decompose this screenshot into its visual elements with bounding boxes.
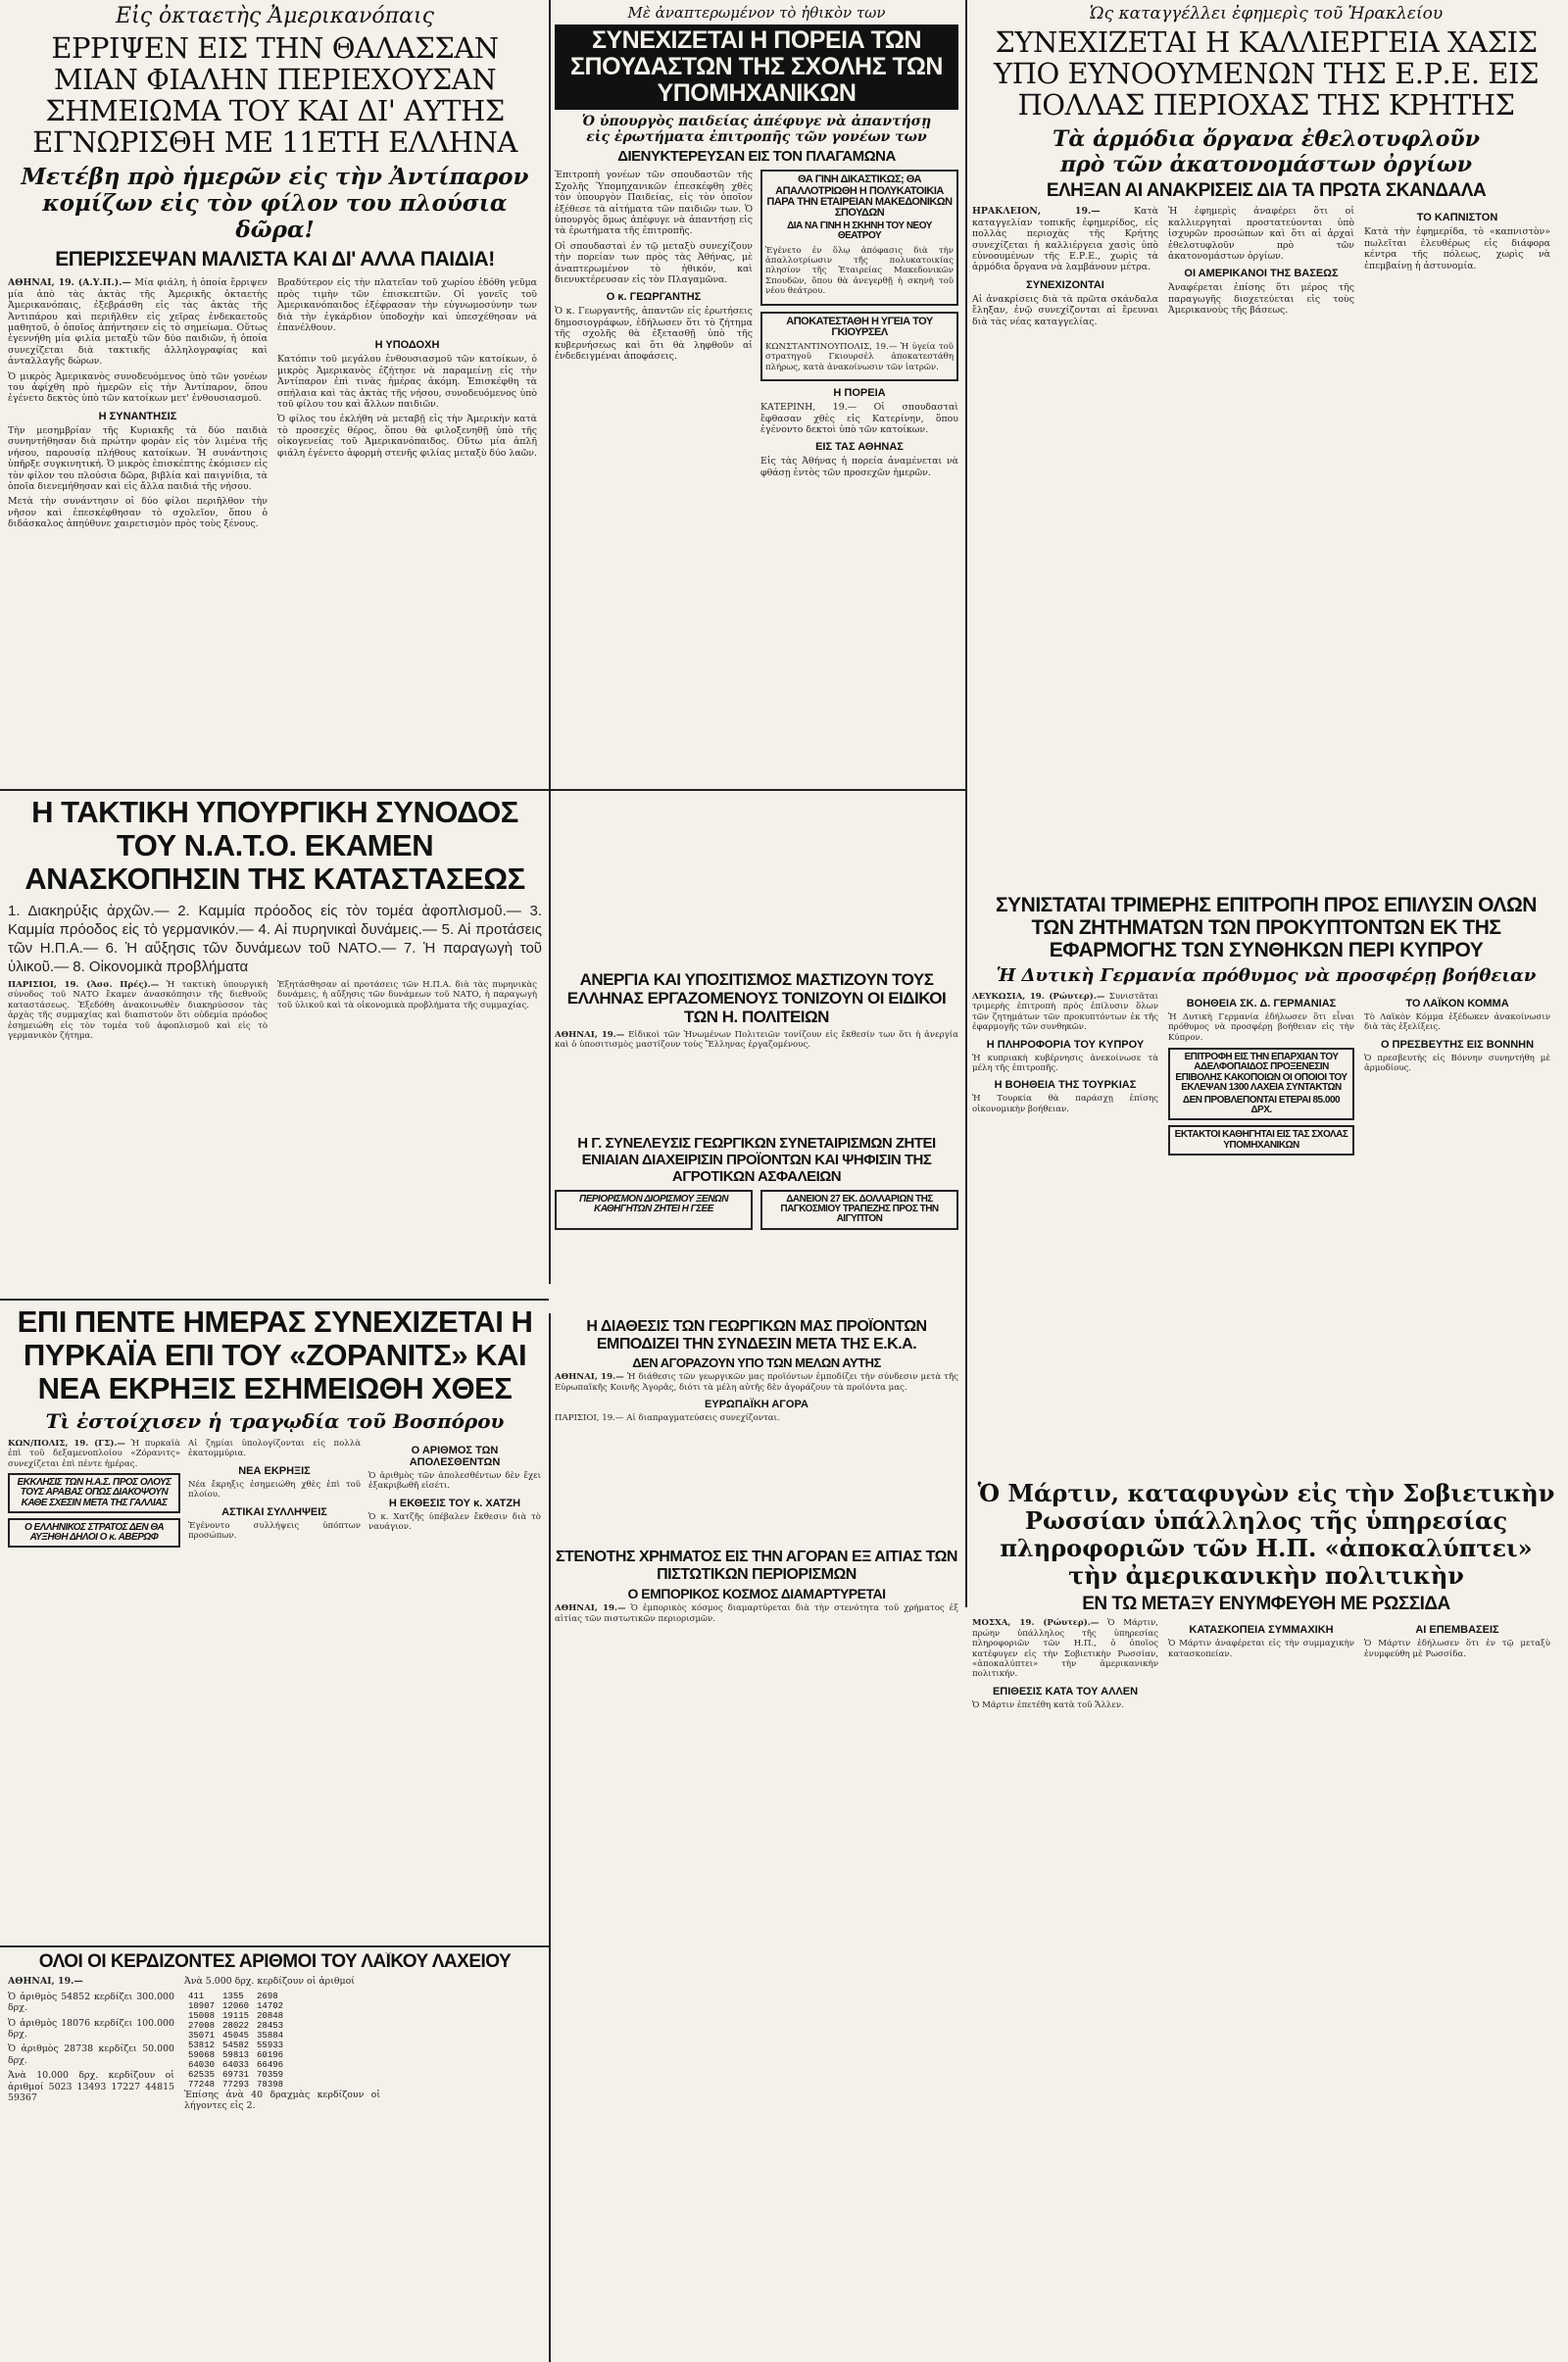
lottery-number: 35071 <box>188 2030 216 2041</box>
article-antiparos: Εἰς ὀκταετὴς Ἀμερικανόπαις ΕΡΡΙΨΕΝ ΕΙΣ ΤΗΝ ΘΑΛΑΣΣΑΝ ΜΙΑΝ ΦΙΑΛΗΝ ΠΕΡΙΕΧΟΥΣΑΝ ΣΗΜΕΙΩΜΑ ΤΟΥ ΚΑΙ ΔΙ' ΑΥΤΗΣ ΕΓΝΩΡΙΣΘΗ ΜΕ 11ΕΤΗ ΕΛΛΗΝΑ Μετέβη πρὸ ἡμερῶν εἰς τὴν Ἀντίπαρον κομίζων εἰς τὸν φίλον του πλούσια δῶρα! ΕΠΕΡΙΣΣΕΨΑΝ ΜΑΛΙΣΤΑ ΚΑΙ ΔΙ' ΑΛΛΑ ΠΑΙΔΙΑ! ΑΘΗΝΑΙ, 19. (Α.Υ.Π.).— Μία φιάλη, ἡ ὁποία ἔρριψεν μία ἀπὸ τὰς ἀκτὰς τῆς Ἀμερικῆς ὀκταετὴς Ἀμερικανόπαις, ἐξεβράσθη εἰς τὰς ἀκτὰς τῆς Ἀντιπάρου καὶ περιῆλθεν εἰς χεῖρας ἑνδεκαετοῦς μαθητοῦ, ὁ ὁποῖος ἀπήντησεν εἰς τὸ σημείωμα. Οὕτως ἐγεννήθη μία φιλία μεταξὺ τῶν δύο παιδιῶν, ἡ ὁποία συνεχίζεται διὰ τακτικῆς ἀλληλογραφίας καὶ ἀνταλλαγῆς δώρων. Ὁ μικρὸς Ἀμερικανὸς συνοδευόμενος ὑπὸ τῶν γονέων του ἀφίχθη πρὸ ἡμερῶν εἰς τὴν Ἀντίπαρον, ὅπου ἐγένετο δεκτὸς ὑπὸ τῶν κατοίκων μετ' ἐνθουσιασμοῦ. Η ΣΥΝΑΝΤΗΣΙΣ Τὴν μεσημβρίαν τῆς Κυριακῆς τὰ δύο παιδιὰ συνηντήθησαν διὰ πρώτην φορὰν εἰς τὸν λιμένα τῆς νήσου, παρουσίᾳ πλήθους κατοίκων. Ἡ συνάντησις ὑπῆρξε συγκινητική. Ὁ μικρὸς ἐπισκέπτης ἐκόμισεν εἰς τὸν φίλον του πλούσια δῶρα, βιβλία καὶ παιγνίδια, τὰ ὁποῖα διενεμήθησαν καὶ εἰς ἄλλα παιδιά τῆς νήσου. Μετὰ τὴν συνάντησιν οἱ δύο φίλοι περιῆλθον τὴν νῆσον καὶ ἐπεσκέφθησαν τὸ σχολεῖον, ὅπου ὁ διδάσκαλος ἀπηύθυνε χαιρετισμὸν πρὸς τοὺς ξένους. Βραδύτερον εἰς τὴν πλατεῖαν τοῦ χωρίου ἐδόθη γεῦμα πρὸς τιμὴν τῶν ἐπισκεπτῶν. Οἱ γονεῖς τοῦ Ἀμερικανόπαιδος ἐξέφρασαν τὴν εὐγνωμοσύνην των διὰ τὴν ἐγκάρδιον ὑποδοχὴν καὶ ὑπεσχέθησαν νὰ ἐπανέλθουν. Η ΥΠΟΔΟΧΗ Κατόπιν τοῦ μεγάλου ἐνθουσιασμοῦ τῶν κατοίκων, ὁ μικρὸς Ἀμερικανὸς ἐζήτησε νὰ παραμείνῃ εἰς τὴν Ἀντίπαρον ἐπὶ τινὰς ἡμέρας ἀκόμη. Ἐπισκέφθη τὰ σπήλαια καὶ τὰς ἀκτὰς τῆς νήσου, συνοδευόμενος ὑπὸ τοῦ φίλου του καὶ ἄλλων παιδιῶν. Ὁ φίλος του ἐκλήθη νὰ μεταβῇ εἰς τὴν Ἀμερικὴν κατὰ τὸ προσεχὲς θέρος, ὅπου θὰ φιλοξενηθῇ ὑπὸ τῆς οἰκογενείας τοῦ Ἀμερικανόπαιδος. Οὕτω μία ἁπλῆ φιάλη ἐγένετο ἀφορμὴ στενῆς φιλίας μεταξὺ δύο λαῶν. <box>8 4 542 783</box>
lottery-number: 64030 <box>188 2059 216 2070</box>
boxed-note: Ο ΕΛΛΗΝΙΚΟΣ ΣΤΡΑΤΟΣ ΔΕΝ ΘΑ ΑΥΞΗΘΗ ΔΗΛΟΙ Ο κ. ΑΒΕΡΩΦ <box>8 1518 180 1548</box>
article-nato: Η ΤΑΚΤΙΚΗ ΥΠΟΥΡΓΙΚΗ ΣΥΝΟΔΟΣ ΤΟΥ Ν.Α.Τ.Ο. ΕΚΑΜΕΝ ΑΝΑΣΚΟΠΗΣΙΝ ΤΗΣ ΚΑΤΑΣΤΑΣΕΩΣ 1. Διακηρύξις ἀρχῶν.— 2. Καμμία πρόοδος εἰς τὸν τομέα ἀφοπλισμοῦ.— 3. Καμμία πρόοδος εἰς τὸ γερμανικόν.— 4. Αἱ πυρηνικαὶ δυνάμεις.— 5. Αἱ προτάσεις τῶν Η.Π.Α.— 6. Ἡ αὔξησις τῶν δυνάμεων τοῦ ΝΑΤΟ.— 7. Ἡ παραγωγὴ τοῦ ὑλικοῦ.— 8. Οἰκονομικὰ προβλήματα ΠΑΡΙΣΙΟΙ, 19. (Ἀσσ. Πρές).— Ἡ τακτικὴ ὑπουργικὴ σύνοδος τοῦ ΝΑΤΟ ἔκαμεν ἀνασκόπησιν τῆς διεθνοῦς καταστάσεως. Ἐξεδόθη ἀνακοινωθὲν διακηρύσσον τὰς ἀρχὰς τῆς συμμαχίας καὶ διαπιστοῦν ὅτι οὐδεμία πρόοδος ἐσημειώθη εἰς τὸν τομέα τοῦ ἀφοπλισμοῦ καὶ εἰς τὸ γερμανικὸν ζήτημα. Ἐξητάσθησαν αἱ προτάσεις τῶν Η.Π.Α. διὰ τὰς πυρηνικὰς δυνάμεις, ἡ αὔξησις τῶν δυνάμεων τοῦ ΝΑΤΟ, ἡ παραγωγὴ τοῦ ὑλικοῦ καὶ τὰ οἰκονομικὰ προβλήματα τῆς συμμαχίας. <box>8 796 542 1042</box>
subheadline: ΕΠΕΡΙΣΣΕΨΑΝ ΜΑΛΙΣΤΑ ΚΑΙ ΔΙ' ΑΛΛΑ ΠΑΙΔΙΑ! <box>55 248 495 271</box>
headline: ΕΠΙ ΠΕΝΤΕ ΗΜΕΡΑΣ ΣΥΝΕΧΙΖΕΤΑΙ Η ΠΥΡΚΑΪΑ ΕΠΙ ΤΟΥ «ΖΟΡΑΝΙΤΣ» ΚΑΙ ΝΕΑ ΕΚΡΗΞΙΣ ΕΣΗΜΕΙΩΘΗ ΧΘΕΣ <box>17 1305 533 1405</box>
column-rule <box>549 0 551 1284</box>
section-heading: Η ΥΠΟΔΟΧΗ <box>374 339 440 352</box>
lottery-row <box>184 2001 287 2011</box>
section-heading: Η ΕΚΘΕΣΙΣ ΤΟΥ κ. ΧΑΤΖΗ <box>388 1497 521 1509</box>
section-heading: ΤΟ ΛΑΪΚΟΝ ΚΟΜΜΑ <box>1405 998 1509 1009</box>
section-rule <box>0 1945 549 1947</box>
lottery-row <box>184 2060 287 2070</box>
section-heading: ΕΠΙΘΕΣΙΣ ΚΑΤΑ ΤΟΥ ΑΛΛΕΝ <box>992 1685 1139 1698</box>
lottery-row <box>184 2021 287 2031</box>
lottery-number: 10907 <box>188 2000 216 2011</box>
section-heading: Η ΒΟΗΘΕΙΑ ΤΗΣ ΤΟΥΡΚΙΑΣ <box>994 1079 1137 1092</box>
boxed-note: ΕΚΤΑΚΤΟΙ ΚΑΘΗΓΗΤΑΙ ΕΙΣ ΤΑΣ ΣΧΟΛΑΣ ΥΠΟΜΗΧΑΝΙΚΩΝ <box>1168 1125 1354 1155</box>
section-heading: Η ΣΥΝΑΝΤΗΣΙΣ <box>98 410 177 422</box>
boxed-note: ΠΕΡΙΟΡΙΣΜΟΝ ΔΙΟΡΙΣΜΟΥ ΞΕΝΩΝ ΚΑΘΗΓΗΤΩΝ ΖΗΤΕΙ Η ΓΣΕΕ <box>555 1190 753 1230</box>
section-heading: ΤΟ ΚΑΠΝΙΣΤΟΝ <box>1416 212 1498 224</box>
section-heading: ΝΕΑ ΕΚΡΗΞΙΣ <box>238 1464 311 1477</box>
lottery-row <box>184 2011 287 2021</box>
section-heading: ΣΥΝΕΧΙΖΟΝΤΑΙ <box>1026 278 1104 291</box>
subheadline: πρὸ τῶν ἀκατονομάστων ὀργίων <box>1059 152 1473 177</box>
lottery-row <box>184 2050 287 2060</box>
section-heading: ΕΙΣ ΤΑΣ ΑΘΗΝΑΣ <box>815 441 904 454</box>
headline: Η Γ. ΣΥΝΕΛΕΥΣΙΣ ΓΕΩΡΓΙΚΩΝ ΣΥΝΕΤΑΙΡΙΣΜΩΝ ΖΗΤΕΙ ΕΝΙΑΙΑΝ ΔΙΑΧΕΙΡΙΣΙΝ ΠΡΟΪΟΝΤΩΝ ΚΑΙ ΨΗΦΙΣΙΝ ΤΗΣ ΑΓΡΟΤΙΚΩΝ ΑΣΦΑΛΕΙΩΝ <box>577 1135 936 1185</box>
lottery-number: 12060 <box>222 2000 250 2011</box>
lottery-row <box>184 2031 287 2041</box>
lottery-line: Ὁ ἀριθμὸς 54852 κερδίζει 300.000 δρχ. <box>8 1991 174 2014</box>
article-text: ΑΘΗΝΑΙ, 19. (Α.Υ.Π.).— Μία φιάλη, ἡ ὁποία ἔρριψεν μία ἀπὸ τὰς ἀκτὰς τῆς Ἀμερικῆς ὀκταετὴς Ἀμερικανόπαις, ἐξεβράσθη εἰς τὰς ἀκτὰς τῆς Ἀντιπάρου καὶ περιῆλθεν εἰς χεῖρας ἑνδεκαετοῦς μαθητοῦ, ὁ ὁποῖος ἀπήντησεν εἰς τὸ σημείωμα. Οὕτως ἐγεννήθη μία φιλία μεταξὺ τῶν δύο παιδιῶν, ἡ ὁποία συνεχίζεται διὰ τακτικῆς ἀλληλογραφίας καὶ ἀνταλλαγῆς δώρων. <box>8 277 269 368</box>
headline: ΣΥΝΕΧΙΖΕΤΑΙ Η ΠΟΡΕΙΑ ΤΩΝ ΣΠΟΥΔΑΣΤΩΝ ΤΗΣ ΣΧΟΛΗΣ ΤΩΝ ΥΠΟΜΗΧΑΝΙΚΩΝ <box>555 25 958 110</box>
headline: Η ΤΑΚΤΙΚΗ ΥΠΟΥΡΓΙΚΗ ΣΥΝΟΔΟΣ ΤΟΥ Ν.Α.Τ.Ο. ΕΚΑΜΕΝ ΑΝΑΣΚΟΠΗΣΙΝ ΤΗΣ ΚΑΤΑΣΤΑΣΕΩΣ <box>24 796 525 896</box>
article-hashish: Ὡς καταγγέλλει ἐφημερὶς τοῦ Ἡρακλείου ΣΥΝΕΧΙΖΕΤΑΙ Η ΚΑΛΛΙΕΡΓΕΙΑ ΧΑΣΙΣ ΥΠΟ ΕΥΝΟΟΥΜΕΝΩΝ ΤΗΣ Ε.Ρ.Ε. ΕΙΣ ΠΟΛΛΑΣ ΠΕΡΙΟΧΑΣ ΤΗΣ ΚΡΗΤΗΣ Τὰ ἁρμόδια ὄργανα ἐθελοτυφλοῦν πρὸ τῶν ἀκατονομάστων ὀργίων ΕΛΗΞΑΝ ΑΙ ΑΝΑΚΡΙΣΕΙΣ ΔΙΑ ΤΑ ΠΡΩΤΑ ΣΚΑΝΔΑΛΑ ΗΡΑΚΛΕΙΟΝ, 19.— Κατὰ καταγγελίαν τοπικῆς ἐφημερίδος, εἰς πολλὰς περιοχὰς τῆς Κρήτης συνεχίζεται ἡ καλλιέργεια χασὶς ὑπὸ εὐνοουμένων τῆς Ε.Ρ.Ε., χωρὶς τὰ ἁρμόδια ὄργανα νὰ λαμβάνουν μέτρα. ΣΥΝΕΧΙΖΟΝΤΑΙ Αἱ ἀνακρίσεις διὰ τὰ πρῶτα σκάνδαλα ἔληξαν, ἐνῷ συνεχίζονται αἱ ἔρευναι διὰ τὰς νέας καταγγελίας. Ἡ ἐφημερὶς ἀναφέρει ὅτι οἱ καλλιεργηταὶ προστατεύονται ὑπὸ ἰσχυρῶν προσώπων καὶ ὅτι αἱ ἀρχαὶ ἐθελοτυφλοῦν πρὸ τῶν ἀκατονομάστων ὀργίων. ΟΙ ΑΜΕΡΙΚΑΝΟΙ ΤΗΣ ΒΑΣΕΩΣ Ἀναφέρεται ἐπίσης ὅτι μέρος τῆς παραγωγῆς διοχετεύεται εἰς τοὺς Ἀμερικανοὺς τῆς βάσεως. ΤΟ ΚΑΠΝΙΣΤΟΝ Κατὰ τὴν ἐφημερίδα, τὸ «καπνιστὸν» πωλεῖται ἐλευθέρως εἰς διάφορα κέντρα τῆς πόλεως, χωρὶς νὰ ἐπεμβαίνῃ ἡ ἀστυνομία. <box>972 4 1560 886</box>
lottery-line: Ὁ ἀριθμὸς 18076 κερδίζει 100.000 δρχ. <box>8 2017 174 2040</box>
lottery-number: 62535 <box>188 2069 216 2080</box>
dateline: ΛΕΥΚΩΣΙΑ, 19. (Ρώυτερ).— <box>972 992 1105 1002</box>
lottery-row <box>184 2080 287 2090</box>
lottery-number: 2698 <box>257 1991 278 2001</box>
article-lottery <box>8 1952 542 2354</box>
table-footer: Ἐπίσης ἀνὰ 40 δραχμὰς κερδίζουν οἱ λήγοντες εἰς 2. <box>184 2089 380 2112</box>
lottery-line: Ἀνὰ 10.000 δρχ. κερδίζουν οἱ ἀριθμοί 5023 13493 17227 44815 59367 <box>8 2070 174 2104</box>
section-heading: Η ΠΛΗΡΟΦΟΡΙΑ ΤΟΥ ΚΥΠΡΟΥ <box>986 1038 1145 1051</box>
lottery-number: 45045 <box>222 2030 250 2041</box>
lottery-number: 1355 <box>222 1991 244 2001</box>
subheadline: Ο ΕΜΠΟΡΙΚΟΣ ΚΟΣΜΟΣ ΔΙΑΜΑΡΤΥΡΕΤΑΙ <box>627 1586 886 1601</box>
boxed-note: ΕΚΚΛΗΣΙΣ ΤΩΝ Η.Α.Σ. ΠΡΟΣ ΟΛΟΥΣ ΤΟΥΣ ΑΡΑΒΑΣ ΟΠΩΣ ΔΙΑΚΟΨΟΥΝ ΚΑΘΕ ΣΧΕΣΙΝ ΜΕΤΑ ΤΗΣ ΓΑΛΛΙΑΣ <box>8 1473 180 1513</box>
headline: Η ΔΙΑΘΕΣΙΣ ΤΩΝ ΓΕΩΡΓΙΚΩΝ ΜΑΣ ΠΡΟΪΟΝΤΩΝ ΕΜΠΟΔΙΖΕΙ ΤΗΝ ΣΥΝΔΕΣΙΝ ΜΕΤΑ ΤΗΣ Ε.Κ.Α. <box>586 1318 927 1353</box>
section-heading: ΑΙ ΕΠΕΜΒΑΣΕΙΣ <box>1415 1624 1499 1637</box>
lottery-number: 60196 <box>257 2049 284 2060</box>
lottery-number: 59068 <box>188 2049 216 2060</box>
dateline: ΠΑΡΙΣΙΟΙ, 19. (Ἀσσ. Πρές).— <box>8 980 160 990</box>
section-heading: Η ΠΟΡΕΙΑ <box>833 387 886 400</box>
subheadline: ΔΙΕΝΥΚΤΕΡΕΥΣΑΝ ΕΙΣ ΤΟΝ ΠΛΑΓΑΜΩΝΑ <box>617 148 896 165</box>
article-zoranic: ΕΠΙ ΠΕΝΤΕ ΗΜΕΡΑΣ ΣΥΝΕΧΙΖΕΤΑΙ Η ΠΥΡΚΑΪΑ ΕΠΙ ΤΟΥ «ΖΟΡΑΝΙΤΣ» ΚΑΙ ΝΕΑ ΕΚΡΗΞΙΣ ΕΣΗΜΕΙΩΘΗ ΧΘΕΣ Τὶ ἐστοίχισεν ἡ τραγῳδία τοῦ Βοσπόρου ΚΩΝ/ΠΟΛΙΣ, 19. (ΓΣ).— Ἡ πυρκαϊὰ ἐπὶ τοῦ δεξαμενοπλοίου «Ζόρανιτς» συνεχίζεται ἐπὶ πέντε ἡμέρας. ΕΚΚΛΗΣΙΣ ΤΩΝ Η.Α.Σ. ΠΡΟΣ ΟΛΟΥΣ ΤΟΥΣ ΑΡΑΒΑΣ ΟΠΩΣ ΔΙΑΚΟΨΟΥΝ ΚΑΘΕ ΣΧΕΣΙΝ ΜΕΤΑ ΤΗΣ ΓΑΛΛΙΑΣ Ο ΕΛΛΗΝΙΚΟΣ ΣΤΡΑΤΟΣ ΔΕΝ ΘΑ ΑΥΞΗΘΗ ΔΗΛΟΙ Ο κ. ΑΒΕΡΩΦ Αἱ ζημίαι ὑπολογίζονται εἰς πολλὰ ἑκατομμύρια. ΝΕΑ ΕΚΡΗΞΙΣ Νέα ἔκρηξις ἐσημειώθη χθὲς ἐπὶ τοῦ πλοίου. ΑΣΤΙΚΑΙ ΣΥΛΛΗΨΕΙΣ Ἐγένοντο συλλήψεις ὑπόπτων προσώπων. Ο ΑΡΙΘΜΟΣ ΤΩΝ ΑΠΟΛΕΣΘΕΝΤΩΝ Ὁ ἀριθμὸς τῶν ἀπολεσθέντων δὲν ἔχει ἐξακριβωθῆ εἰσέτι. Η ΕΚΘΕΣΙΣ ΤΟΥ κ. ΧΑΤΖΗ Ὁ κ. Χατζῆς ὑπέβαλεν ἔκθεσιν διὰ τὸ ναυάγιον. <box>8 1305 542 1938</box>
section-heading: Ο ΠΡΕΣΒΕΥΤΗΣ ΕΙΣ ΒΟΝΝΗΝ <box>1380 1038 1535 1051</box>
lottery-number: 28453 <box>257 2020 284 2031</box>
lottery-number: 59813 <box>222 2049 250 2060</box>
lottery-row <box>184 1992 287 2001</box>
dateline: ΑΘΗΝΑΙ, 19.— <box>555 1372 624 1383</box>
article-cyprus: ΣΥΝΙΣΤΑΤΑΙ ΤΡΙΜΕΡΗΣ ΕΠΙΤΡΟΠΗ ΠΡΟΣ ΕΠΙΛΥΣΙΝ ΟΛΩΝ ΤΩΝ ΖΗΤΗΜΑΤΩΝ ΤΩΝ ΠΡΟΚΥΠΤΟΝΤΩΝ ΕΚ ΤΗΣ ΕΦΑΡΜΟΓΗΣ ΤΩΝ ΣΥΝΘΗΚΩΝ ΠΕΡΙ ΚΥΠΡΟΥ Ἡ Δυτικὴ Γερμανία πρόθυμος νὰ προσφέρῃ βοήθειαν ΛΕΥΚΩΣΙΑ, 19. (Ρώυτερ).— Συνιστᾶται τριμερὴς ἐπιτροπὴ πρὸς ἐπίλυσιν ὅλων τῶν ζητημάτων τῶν προκυπτόντων ἐκ τῆς ἐφαρμογῆς τῶν συνθηκῶν. Η ΠΛΗΡΟΦΟΡΙΑ ΤΟΥ ΚΥΠΡΟΥ Ἡ κυπριακὴ κυβέρνησις ἀνεκοίνωσε τὰ μέλη τῆς ἐπιτροπῆς. Η ΒΟΗΘΕΙΑ ΤΗΣ ΤΟΥΡΚΙΑΣ Ἡ Τουρκία θὰ παράσχῃ ἐπίσης οἰκονομικὴν βοήθειαν. ΒΟΗΘΕΙΑ ΣΚ. Δ. ΓΕΡΜΑΝΙΑΣ Ἡ Δυτικὴ Γερμανία ἐδήλωσεν ὅτι εἶναι πρόθυμος νὰ προσφέρῃ βοήθειαν εἰς τὴν Κύπρον. ΕΠΙΤΡΟΦΗ ΕΙΣ ΤΗΝ ΕΠΑΡΧΙΑΝ ΤΟΥ ΑΔΕΛΦΟΠΑΙΔΟΣ ΠΡΟΞΕΝΕΣΙΝ ΕΠΙΒΟΛΗΣ ΚΑΚΟΠΟΙΩΝ ΟΙ ΟΠΟΙΟΙ ΤΟΥ ΕΚΛΕΨΑΝ 1300 ΛΑΧΕΙΑ ΣΥΝΤΑΚΤΩΝ ΔΕΝ ΠΡΟΒΛΕΠΟΝΤΑΙ ΕΤΕΡΑΙ 85.000 ΔΡΧ. ΕΚΤΑΚΤΟΙ ΚΑΘΗΓΗΤΑΙ ΕΙΣ ΤΑΣ ΣΧΟΛΑΣ ΥΠΟΜΗΧΑΝΙΚΩΝ ΤΟ ΛΑΪΚΟΝ ΚΟΜΜΑ Τὸ Λαϊκὸν Κόμμα ἐξέδωκεν ἀνακοίνωσιν διὰ τὰς ἐξελίξεις. Ο ΠΡΕΣΒΕΥΤΗΣ ΕΙΣ ΒΟΝΝΗΝ Ὁ πρεσβευτὴς εἰς Βόννην συνηντήθη μὲ ἁρμοδίους. <box>972 894 1560 1472</box>
section-heading: ΒΟΗΘΕΙΑ ΣΚ. Δ. ΓΕΡΜΑΝΙΑΣ <box>1186 998 1337 1009</box>
boxed-note: ΔΑΝΕΙΟΝ 27 ΕΚ. ΔΟΛΛΑΡΙΩΝ ΤΗΣ ΠΑΓΚΟΣΜΙΟΥ ΤΡΑΠΕΖΗΣ ΠΡΟΣ ΤΗΝ ΑΙΓΥΠΤΟΝ <box>760 1190 958 1230</box>
lottery-row <box>184 2041 287 2050</box>
subheadline: Μετέβη πρὸ ἡμερῶν εἰς τὴν Ἀντίπαρον <box>21 164 529 190</box>
section-rule <box>0 1299 549 1301</box>
article-eec: Η ΔΙΑΘΕΣΙΣ ΤΩΝ ΓΕΩΡΓΙΚΩΝ ΜΑΣ ΠΡΟΪΟΝΤΩΝ ΕΜΠΟΔΙΖΕΙ ΤΗΝ ΣΥΝΔΕΣΙΝ ΜΕΤΑ ΤΗΣ Ε.Κ.Α. ΔΕΝ ΑΓΟΡΑΖΟΥΝ ΥΠΟ ΤΩΝ ΜΕΛΩΝ ΑΥΤΗΣ ΑΘΗΝΑΙ, 19.— Ἡ διάθεσις τῶν γεωργικῶν μας προϊόντων ἐμποδίζει τὴν σύνδεσιν μετὰ τῆς Εὐρωπαϊκῆς Κοινῆς Ἀγορᾶς, διότι τὰ μέλη αὐτῆς δὲν ἀγοράζουν τὰ προϊόντα μας. ΕΥΡΩΠΑΪΚΗ ΑΓΟΡΑ ΠΑΡΙΣΙΟΙ, 19.— Αἱ διαπραγματεύσεις συνεχίζονται. <box>555 1318 958 1424</box>
kicker: Μὲ ἀναπτερωμένον τὸ ἠθικὸν των <box>627 4 886 22</box>
article-ypomichanikoi: Μὲ ἀναπτερωμένον τὸ ἠθικὸν των ΣΥΝΕΧΙΖΕΤΑΙ Η ΠΟΡΕΙΑ ΤΩΝ ΣΠΟΥΔΑΣΤΩΝ ΤΗΣ ΣΧΟΛΗΣ ΤΩΝ ΥΠΟΜΗΧΑΝΙΚΩΝ Ὁ ὑπουργὸς παιδείας ἀπέφυγε νὰ ἀπαντήσῃ εἰς ἐρωτήματα ἐπιτροπῆς τῶν γονέων των ΔΙΕΝΥΚΤΕΡΕΥΣΑΝ ΕΙΣ ΤΟΝ ΠΛΑΓΑΜΩΝΑ Ἐπιτροπὴ γονέων τῶν σπουδαστῶν τῆς Σχολῆς Ὑπομηχανικῶν ἐπεσκέφθη χθὲς τὸν ὑπουργὸν Παιδείας, εἰς τὸν ὁποῖον ἐξέθεσε τὰ αἰτήματα τῶν παιδιῶν των. Ὁ ὑπουργὸς ὅμως ἀπέφυγε νὰ ἀπαντήσῃ εἰς τὰ ἐρωτήματα τῆς ἐπιτροπῆς. Οἱ σπουδασταὶ ἐν τῷ μεταξὺ συνεχίζουν τὴν πορείαν των πρὸς τὰς Ἀθήνας, μὲ ἀναπτερωμένον τὸ ἠθικόν, καὶ διενυκτέρευσαν εἰς τὸν Πλαγαμῶνα. Ο κ. ΓΕΩΡΓΑΝΤΗΣ Ὁ κ. Γεωργαντῆς, ἀπαντῶν εἰς ἐρωτήσεις δημοσιογράφων, ἐδήλωσεν ὅτι τὸ ζήτημα τῆς σχολῆς θὰ ἐξετασθῇ ὑπὸ τῆς κυβερνήσεως καὶ ὅτι θὰ ληφθοῦν αἱ ἐνδεδειγμέναι ἀποφάσεις. ΘΑ ΓΙΝΗ ΔΙΚΑΣΤΙΚΩΣ; ΘΑ ΑΠΑΛΛΟΤΡΙΩΘΗ Η ΠΟΛΥΚΑΤΟΙΚΙΑ ΠΑΡΑ ΤΗΝ ΕΤΑΙΡΕΙΑΝ ΜΑΚΕΔΟΝΙΚΩΝ ΣΠΟΥΔΩΝ ΔΙΑ ΝΑ ΓΙΝΗ Η ΣΚΗΝΗ ΤΟΥ ΝΕΟΥ ΘΕΑΤΡΟΥ Ἐγένετο ἐν ὅλῳ ἀπόφασις διὰ τὴν ἀπαλλοτρίωσιν τῆς πολυκατοικίας πλησίον τῆς Ἑταιρείας Μακεδονικῶν Σπουδῶν, ὅπου θὰ ἀνεγερθῇ ἡ σκηνὴ τοῦ νέου θεάτρου. ΑΠΟΚΑΤΕΣΤΑΘΗ Η ΥΓΕΙΑ ΤΟΥ ΓΚΙΟΥΡΣΕΛ ΚΩΝΣΤΑΝΤΙΝΟΥΠΟΛΙΣ, 19.— Ἡ ὑγεία τοῦ στρατηγοῦ Γκιουρσὲλ ἀποκατεστάθη πλήρως, κατὰ ἀνακοίνωσιν τῶν ἰατρῶν. Η ΠΟΡΕΙΑ ΚΑΤΕΡΙΝΗ, 19.— Οἱ σπουδασταὶ ἔφθασαν χθὲς εἰς Κατερίνην, ὅπου ἐγένοντο δεκτοὶ ὑπὸ τῶν κατοίκων. ΕΙΣ ΤΑΣ ΑΘΗΝΑΣ Εἰς τὰς Ἀθήνας ἡ πορεία ἀναμένεται νὰ φθάσῃ ἐντὸς τῶν προσεχῶν ἡμερῶν. <box>555 4 958 478</box>
lottery-number: 411 <box>188 1991 205 2001</box>
article-martin: Ὁ Μάρτιν, καταφυγὼν εἰς τὴν Σοβιετικὴν Ρωσσίαν ὑπάλληλος τῆς ὑπηρεσίας πληροφοριῶν τῶν Η.Π. «ἀποκαλύπτει» τὴν ἀμερικανικὴν πολιτικὴν ΕΝ ΤΩ ΜΕΤΑΞΥ ΕΝΥΜΦΕΥΘΗ ΜΕ ΡΩΣΣΙΔΑ ΜΟΣΧΑ, 19. (Ρώυτερ).— Ὁ Μάρτιν, πρώην ὑπάλληλος τῆς ὑπηρεσίας πληροφοριῶν τῶν Η.Π., ὁ ὁποῖος κατέφυγεν εἰς τὴν Σοβιετικὴν Ρωσσίαν, «ἀποκαλύπτει» τὴν ἀμερικανικὴν πολιτικήν. ΕΠΙΘΕΣΙΣ ΚΑΤΑ ΤΟΥ ΑΛΛΕΝ Ὁ Μάρτιν ἐπετέθη κατὰ τοῦ Ἄλλεν. ΚΑΤΑΣΚΟΠΕΙΑ ΣΥΜΜΑΧΙΚΗ Ὁ Μάρτιν ἀναφέρεται εἰς τὴν συμμαχικὴν κατασκοπείαν. ΑΙ ΕΠΕΜΒΑΣΕΙΣ Ὁ Μάρτιν ἐδήλωσεν ὅτι ἐν τῷ μεταξὺ ἐνυμφεύθη μὲ Ρωσσίδα. <box>972 1480 1560 2357</box>
lottery-number: 69731 <box>222 2069 250 2080</box>
lottery-line: Ὁ ἀριθμὸς 28738 κερδίζει 50.000 δρχ. <box>8 2043 174 2066</box>
column-rule <box>965 0 967 1607</box>
section-heading: ΑΣΤΙΚΑΙ ΣΥΛΛΗΨΕΙΣ <box>221 1505 327 1518</box>
lottery-number: 27008 <box>188 2020 216 2031</box>
lottery-number: 53812 <box>188 2040 216 2050</box>
subheadline: Ἡ Δυτικὴ Γερμανία πρόθυμος νὰ προσφέρῃ βοήθειαν <box>996 965 1537 986</box>
subheadline: ΕΛΗΞΑΝ ΑΙ ΑΝΑΚΡΙΣΕΙΣ ΔΙΑ ΤΑ ΠΡΩΤΑ ΣΚΑΝΔΑΛΑ <box>1046 180 1487 201</box>
kicker: Ὡς καταγγέλλει ἐφημερὶς τοῦ Ἡρακλείου <box>1089 4 1444 24</box>
lottery-number: 64033 <box>222 2059 250 2070</box>
boxed-note: ΕΠΙΤΡΟΦΗ ΕΙΣ ΤΗΝ ΕΠΑΡΧΙΑΝ ΤΟΥ ΑΔΕΛΦΟΠΑΙΔΟΣ ΠΡΟΞΕΝΕΣΙΝ ΕΠΙΒΟΛΗΣ ΚΑΚΟΠΟΙΩΝ ΟΙ ΟΠΟΙΟΙ ΤΟΥ ΕΚΛΕΨΑΝ 1300 ΛΑΧΕΙΑ ΣΥΝΤΑΚΤΩΝ ΔΕΝ ΠΡΟΒΛΕΠΟΝΤΑΙ ΕΤΕΡΑΙ 85.000 ΔΡΧ. <box>1168 1048 1354 1120</box>
headline: ΑΝΕΡΓΙΑ ΚΑΙ ΥΠΟΣΙΤΙΣΜΟΣ ΜΑΣΤΙΖΟΥΝ ΤΟΥΣ ΕΛΛΗΝΑΣ ΕΡΓΑΖΟΜΕΝΟΥΣ ΤΟΝΙΖΟΥΝ ΟΙ ΕΙΔΙΚΟΙ ΤΩΝ Η. ΠΟΛΙΤΕΙΩΝ <box>566 970 947 1026</box>
section-heading: ΚΑΤΑΣΚΟΠΕΙΑ ΣΥΜΜΑΧΙΚΗ <box>1189 1624 1334 1637</box>
subheadline: εἰς ἐρωτήματα ἐπιτροπῆς τῶν γονέων των <box>586 129 927 145</box>
lottery-number: 77248 <box>188 2079 216 2090</box>
dateline: ΗΡΑΚΛΕΙΟΝ, 19.— <box>972 206 1101 218</box>
article-unemployment: ΑΝΕΡΓΙΑ ΚΑΙ ΥΠΟΣΙΤΙΣΜΟΣ ΜΑΣΤΙΖΟΥΝ ΤΟΥΣ ΕΛΛΗΝΑΣ ΕΡΓΑΖΟΜΕΝΟΥΣ ΤΟΝΙΖΟΥΝ ΟΙ ΕΙΔΙΚΟΙ ΤΩΝ Η. ΠΟΛΙΤΕΙΩΝ ΑΘΗΝΑΙ, 19.— Εἰδικοὶ τῶν Ἡνωμένων Πολιτειῶν τονίζουν εἰς ἔκθεσίν των ὅτι ἡ ἀνεργία καὶ ὁ ὑποσιτισμὸς μαστίζουν τοὺς Ἕλληνας ἐργαζομένους. <box>555 970 958 1051</box>
dateline: ΑΘΗΝΑΙ, 19.— <box>555 1603 626 1614</box>
lottery-number: 14702 <box>257 2000 284 2011</box>
dateline: ΜΟΣΧΑ, 19. (Ρώυτερ).— <box>972 1618 1100 1629</box>
headline: ΣΥΝΙΣΤΑΤΑΙ ΤΡΙΜΕΡΗΣ ΕΠΙΤΡΟΠΗ ΠΡΟΣ ΕΠΙΛΥΣΙΝ ΟΛΩΝ ΤΩΝ ΖΗΤΗΜΑΤΩΝ ΤΩΝ ΠΡΟΚΥΠΤΟΝΤΩΝ ΕΚ ΤΗΣ ΕΦΑΡΜΟΓΗΣ ΤΩΝ ΣΥΝΘΗΚΩΝ ΠΕΡΙ ΚΥΠΡΟΥ <box>996 894 1537 961</box>
subheadline: ΕΝ ΤΩ ΜΕΤΑΞΥ ΕΝΥΜΦΕΥΘΗ ΜΕ ΡΩΣΣΙΔΑ <box>1082 1594 1450 1614</box>
table-title: Ἀνὰ 5.000 δρχ. κερδίζουν οἱ ἀριθμοί <box>184 1976 355 1988</box>
section-heading: Ο ΑΡΙΘΜΟΣ ΤΩΝ ΑΠΟΛΕΣΘΕΝΤΩΝ <box>409 1445 501 1468</box>
section-heading: ΕΥΡΩΠΑΪΚΗ ΑΓΟΡΑ <box>705 1399 808 1411</box>
subheadline: κομίζων εἰς τὸν φίλον του πλούσια δῶρα! <box>42 190 508 243</box>
section-rule <box>0 789 965 791</box>
headline: ΟΛΟΙ ΟΙ ΚΕΡΔΙΖΟΝΤΕΣ ΑΡΙΘΜΟΙ ΤΟΥ ΛΑΪΚΟΥ ΛΑΧΕΙΟΥ <box>38 1952 512 1972</box>
kicker: Εἰς ὀκταετὴς Ἀμερικανόπαις <box>116 4 434 28</box>
subheadline: Τὶ ἐστοίχισεν ἡ τραγῳδία τοῦ Βοσπόρου <box>45 1409 505 1433</box>
dateline: ΑΘΗΝΑΙ, 19.— <box>8 1976 83 1988</box>
subheadline: Ὁ ὑπουργὸς παιδείας ἀπέφυγε νὰ ἀπαντήσῃ <box>581 114 932 129</box>
subheadline: ΔΕΝ ΑΓΟΡΑΖΟΥΝ ΥΠΟ ΤΩΝ ΜΕΛΩΝ ΑΥΤΗΣ <box>632 1355 881 1370</box>
lottery-number: 19115 <box>222 2010 250 2021</box>
lottery-table <box>184 1992 287 2090</box>
boxed-note: ΘΑ ΓΙΝΗ ΔΙΚΑΣΤΙΚΩΣ; ΘΑ ΑΠΑΛΛΟΤΡΙΩΘΗ Η ΠΟΛΥΚΑΤΟΙΚΙΑ ΠΑΡΑ ΤΗΝ ΕΤΑΙΡΕΙΑΝ ΜΑΚΕΔΟΝΙΚΩΝ ΣΠΟΥΔΩΝ ΔΙΑ ΝΑ ΓΙΝΗ Η ΣΚΗΝΗ ΤΟΥ ΝΕΟΥ ΘΕΑΤΡΟΥ Ἐγένετο ἐν ὅλῳ ἀπόφασις διὰ τὴν ἀπαλλοτρίωσιν τῆς πολυκατοικίας πλησίον τῆς Ἑταιρείας Μακεδονικῶν Σπουδῶν, ὅπου θὰ ἀνεγερθῇ ἡ σκηνὴ τοῦ νέου θεάτρου. <box>760 170 958 305</box>
lottery-number: 15008 <box>188 2010 216 2021</box>
column-rule <box>549 1313 551 2362</box>
lottery-number: 55933 <box>257 2040 284 2050</box>
lottery-number: 35884 <box>257 2030 284 2041</box>
section-heading: Ο κ. ΓΕΩΡΓΑΝΤΗΣ <box>606 291 702 304</box>
headline: ΕΡΡΙΨΕΝ ΕΙΣ ΤΗΝ ΘΑΛΑΣΣΑΝ ΜΙΑΝ ΦΙΑΛΗΝ ΠΕΡΙΕΧΟΥΣΑΝ ΣΗΜΕΙΩΜΑ ΤΟΥ ΚΑΙ ΔΙ' ΑΥΤΗΣ ΕΓΝΩΡΙΣΘΗ ΜΕ 11ΕΤΗ ΕΛΛΗΝΑ <box>32 31 517 159</box>
headline: ΣΤΕΝΟΤΗΣ ΧΡΗΜΑΤΟΣ ΕΙΣ ΤΗΝ ΑΓΟΡΑΝ ΕΞ ΑΙΤΙΑΣ ΤΩΝ ΠΙΣΤΩΤΙΚΩΝ ΠΕΡΙΟΡΙΣΜΩΝ <box>556 1549 957 1583</box>
boxed-note: ΑΠΟΚΑΤΕΣΤΑΘΗ Η ΥΓΕΙΑ ΤΟΥ ΓΚΙΟΥΡΣΕΛ ΚΩΝΣΤΑΝΤΙΝΟΥΠΟΛΙΣ, 19.— Ἡ ὑγεία τοῦ στρατηγοῦ Γκιουρσὲλ ἀποκατεστάθη πλήρως, κατὰ ἀνακοίνωσιν τῶν ἰατρῶν. <box>760 312 958 382</box>
lottery-number: 77293 <box>222 2079 250 2090</box>
summary: 1. Διακηρύξις ἀρχῶν.— 2. Καμμία πρόοδος εἰς τὸν τομέα ἀφοπλισμοῦ.— 3. Καμμία πρόοδος εἰς τὸ γερμανικόν.— 4. Αἱ πυρηνικαὶ δυνάμεις.— 5. Αἱ προτάσεις τῶν Η.Π.Α.— 6. Ἡ αὔξησις τῶν δυνάμεων τοῦ ΝΑΤΟ.— 7. Ἡ παραγωγὴ τοῦ ὑλικοῦ.— 8. Οἰκονομικὰ προβλήματα <box>8 903 542 975</box>
dateline: ΑΘΗΝΑΙ, 19. (Α.Υ.Π.).— <box>8 277 131 289</box>
dateline: ΚΩΝ/ΠΟΛΙΣ, 19. (ΓΣ).— <box>8 1439 126 1449</box>
section-heading: ΟΙ ΑΜΕΡΙΚΑΝΟΙ ΤΗΣ ΒΑΣΕΩΣ <box>1184 268 1339 280</box>
lottery-number: 20848 <box>257 2010 284 2021</box>
article-cooperatives <box>555 1135 958 1311</box>
lottery-number: 78398 <box>257 2079 284 2090</box>
lottery-number: 28022 <box>222 2020 250 2031</box>
lottery-number: 70359 <box>257 2069 284 2080</box>
lottery-row <box>184 2070 287 2080</box>
article-market: ΣΤΕΝΟΤΗΣ ΧΡΗΜΑΤΟΣ ΕΙΣ ΤΗΝ ΑΓΟΡΑΝ ΕΞ ΑΙΤΙΑΣ ΤΩΝ ΠΙΣΤΩΤΙΚΩΝ ΠΕΡΙΟΡΙΣΜΩΝ Ο ΕΜΠΟΡΙΚΟΣ ΚΟΣΜΟΣ ΔΙΑΜΑΡΤΥΡΕΤΑΙ ΑΘΗΝΑΙ, 19.— Ὁ ἐμπορικὸς κόσμος διαμαρτύρεται διὰ τὴν στενότητα τοῦ χρήματος ἐξ αἰτίας τῶν πιστωτικῶν περιορισμῶν. <box>555 1549 958 1624</box>
headline: ΣΥΝΕΧΙΖΕΤΑΙ Η ΚΑΛΛΙΕΡΓΕΙΑ ΧΑΣΙΣ ΥΠΟ ΕΥΝΟΟΥΜΕΝΩΝ ΤΗΣ Ε.Ρ.Ε. ΕΙΣ ΠΟΛΛΑΣ ΠΕΡΙΟΧΑΣ ΤΗΣ ΚΡΗΤΗΣ <box>994 25 1539 122</box>
lottery-number: 54582 <box>222 2040 250 2050</box>
lottery-number: 66496 <box>257 2059 284 2070</box>
dateline: ΑΘΗΝΑΙ, 19.— <box>555 1030 625 1040</box>
headline: Ὁ Μάρτιν, καταφυγὼν εἰς τὴν Σοβιετικὴν Ρωσσίαν ὑπάλληλος τῆς ὑπηρεσίας πληροφοριῶν τῶν Η.Π. «ἀποκαλύπτει» τὴν ἀμερικανικὴν πολιτικὴν <box>977 1480 1555 1590</box>
subheadline: Τὰ ἁρμόδια ὄργανα ἐθελοτυφλοῦν <box>1053 126 1480 152</box>
